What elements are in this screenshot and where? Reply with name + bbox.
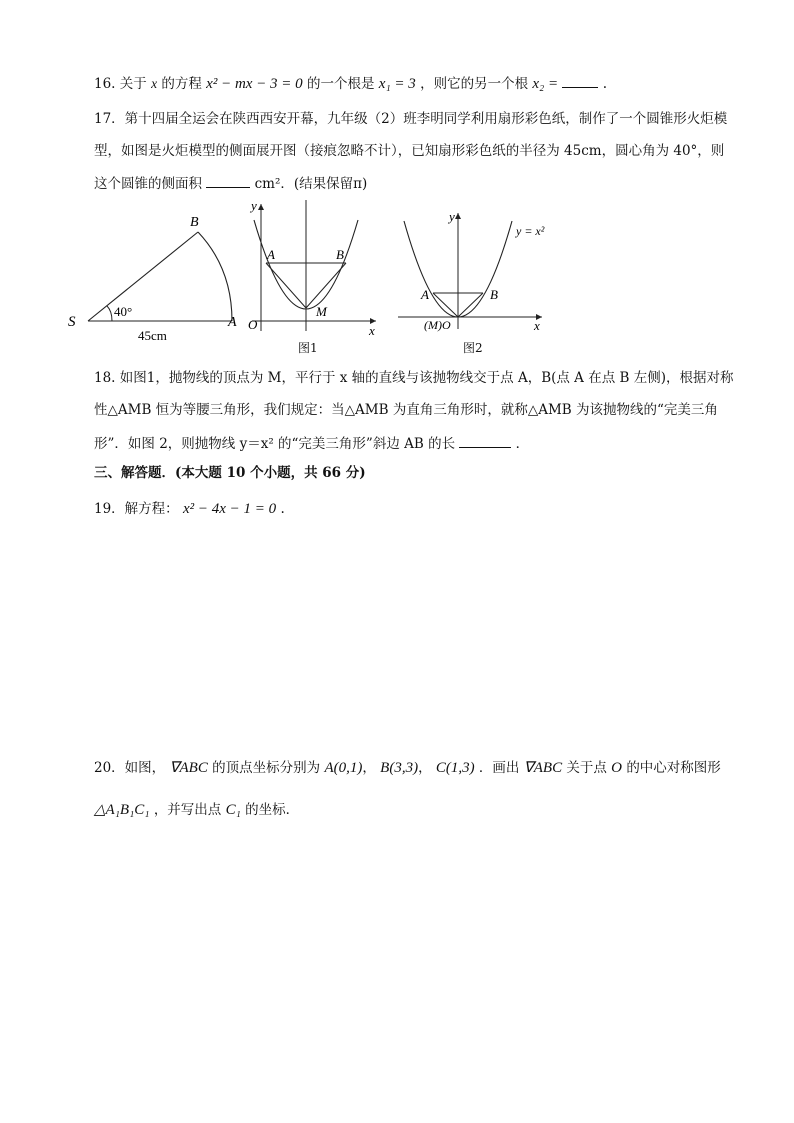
fig2-segment-AO [433, 293, 458, 317]
sector-label-B: B [190, 215, 199, 230]
q18-answer-blank[interactable] [459, 433, 511, 448]
fig2-label-origin: (M)O [424, 318, 451, 332]
q20-point-A: A(0,1) [324, 760, 363, 776]
q16-text-1: 关于 [119, 76, 147, 92]
q20-text-3: ．画出 [478, 760, 520, 776]
q18-line-3a: 形”．如图 2，则抛物线 y＝x² 的“完美三角形”斜边 AB 的长 [94, 436, 456, 452]
sector-radius-label: 45cm [138, 328, 167, 343]
q16-answer-blank[interactable] [562, 73, 598, 88]
fig2-y-arrow [455, 213, 461, 219]
q20-text-1: 20．如图， [94, 760, 166, 776]
question-20-line-2 [94, 801, 299, 819]
q17-line-3a: 这个圆锥的侧面积 [94, 176, 202, 192]
fig1-label-x: x [369, 323, 375, 338]
q20-point-O: O [611, 760, 623, 776]
q16-text-4: ，则它的另一个根 [420, 76, 529, 92]
q19-equation: x² − 4x − 1 = 0 [182, 501, 277, 517]
fig2-curve-label: y = x² [516, 224, 545, 238]
sector-angle-label: 40° [114, 304, 133, 319]
q16-var-x: x [151, 76, 158, 91]
sector-label-A: A [228, 315, 237, 330]
q18-line-2: 性△AMB 恒为等腰三角形，我们规定：当△AMB 为直角三角形时，就称△AMB 为该抛物线的“完美三角 [94, 402, 718, 418]
q17-line-1: 17．第十四届全运会在陕西西安开幕，九年级（2）班李明同学利用扇形彩色纸，制作了一个圆锥形火炬模 [94, 111, 728, 127]
figure-2 [394, 205, 554, 337]
section-3-heading: 三、解答题．(本大题 10 个小题，共 66 分) [94, 465, 366, 481]
q20-point-C1: C₁ [225, 802, 241, 818]
fig2-label-B: B [490, 287, 498, 302]
q20-point-C: C(1,3) [435, 760, 475, 776]
q16-root1: x₁ = 3 [378, 76, 416, 92]
q17-line-3 [94, 173, 367, 193]
sector-radius-SB [88, 232, 198, 321]
q19-end: . [280, 501, 285, 517]
figure-1 [244, 198, 384, 340]
fig2-label-y: y [449, 209, 455, 224]
q17-line-3b: cm²．(结果保留π) [254, 176, 368, 192]
sector-arc [198, 232, 232, 321]
fig1-label-A: A [267, 247, 275, 262]
q16-text-2: 的方程 [161, 76, 202, 92]
fig1-label-B: B [336, 247, 344, 262]
sector-figure [64, 208, 244, 348]
fig2-label-A: A [421, 287, 429, 302]
fig1-label-y: y [251, 198, 257, 213]
q18-line-3 [94, 433, 529, 453]
fig2-label-x: x [534, 318, 540, 333]
question-20-line-1: 20．如图， ∇ABC 的顶点坐标分别为 A(0,1)， B(3,3)， C(1,3) ．画出 ∇ABC 关于点 O 的中心对称图形 [94, 760, 721, 776]
q20-text-5: 的中心对称图形 [626, 760, 721, 776]
q16-text-3: 的一个根是 [306, 76, 375, 92]
fig1-caption: 图1 [298, 341, 318, 355]
q16-text-5: . [602, 76, 608, 92]
q16-equation: x² − mx − 3 = 0 [206, 76, 303, 92]
q20-line2-text: ，并写出点 [153, 802, 222, 818]
fig1-segment-BM [306, 263, 346, 308]
q16-root2: x₂ = [532, 76, 559, 92]
fig1-segment-AM [266, 263, 306, 308]
q17-line-2: 型，如图是火炬模型的侧面展开图（接痕忽略不计），已知扇形彩色纸的半径为 45cm，圆心角为 40°，则 [94, 143, 725, 159]
fig2-segment-BO [458, 293, 483, 317]
q17-answer-blank[interactable] [206, 173, 250, 188]
fig1-label-O: O [248, 317, 258, 332]
q20-triangle-2: ∇ABC [523, 760, 563, 776]
q19-label: 19．解方程： [94, 501, 179, 517]
q18-line-1: 18. 如图1，抛物线的顶点为 M，平行于 x 轴的直线与该抛物线交于点 A，B(点 A 在点 B 左侧)，根据对称 [94, 370, 734, 386]
sector-label-S: S [68, 314, 76, 330]
fig1-y-arrow [258, 204, 264, 210]
fig2-caption: 图2 [463, 341, 483, 355]
q18-line-3b: ． [515, 436, 530, 452]
q20-triangle-A1B1C1: △A₁B₁C₁ [94, 802, 150, 818]
q16-number: 16. [94, 76, 116, 92]
q20-text-2: 的顶点坐标分别为 [212, 760, 321, 776]
sector-angle-arc [107, 306, 112, 321]
fig1-label-M: M [316, 304, 327, 319]
q20-text-4: 关于点 [566, 760, 607, 776]
q20-point-B: B(3,3) [380, 760, 419, 776]
question-19 [94, 500, 285, 518]
question-16 [94, 73, 607, 93]
q20-triangle: ∇ABC [169, 760, 208, 776]
q20-line2-end: 的坐标． [245, 802, 300, 818]
